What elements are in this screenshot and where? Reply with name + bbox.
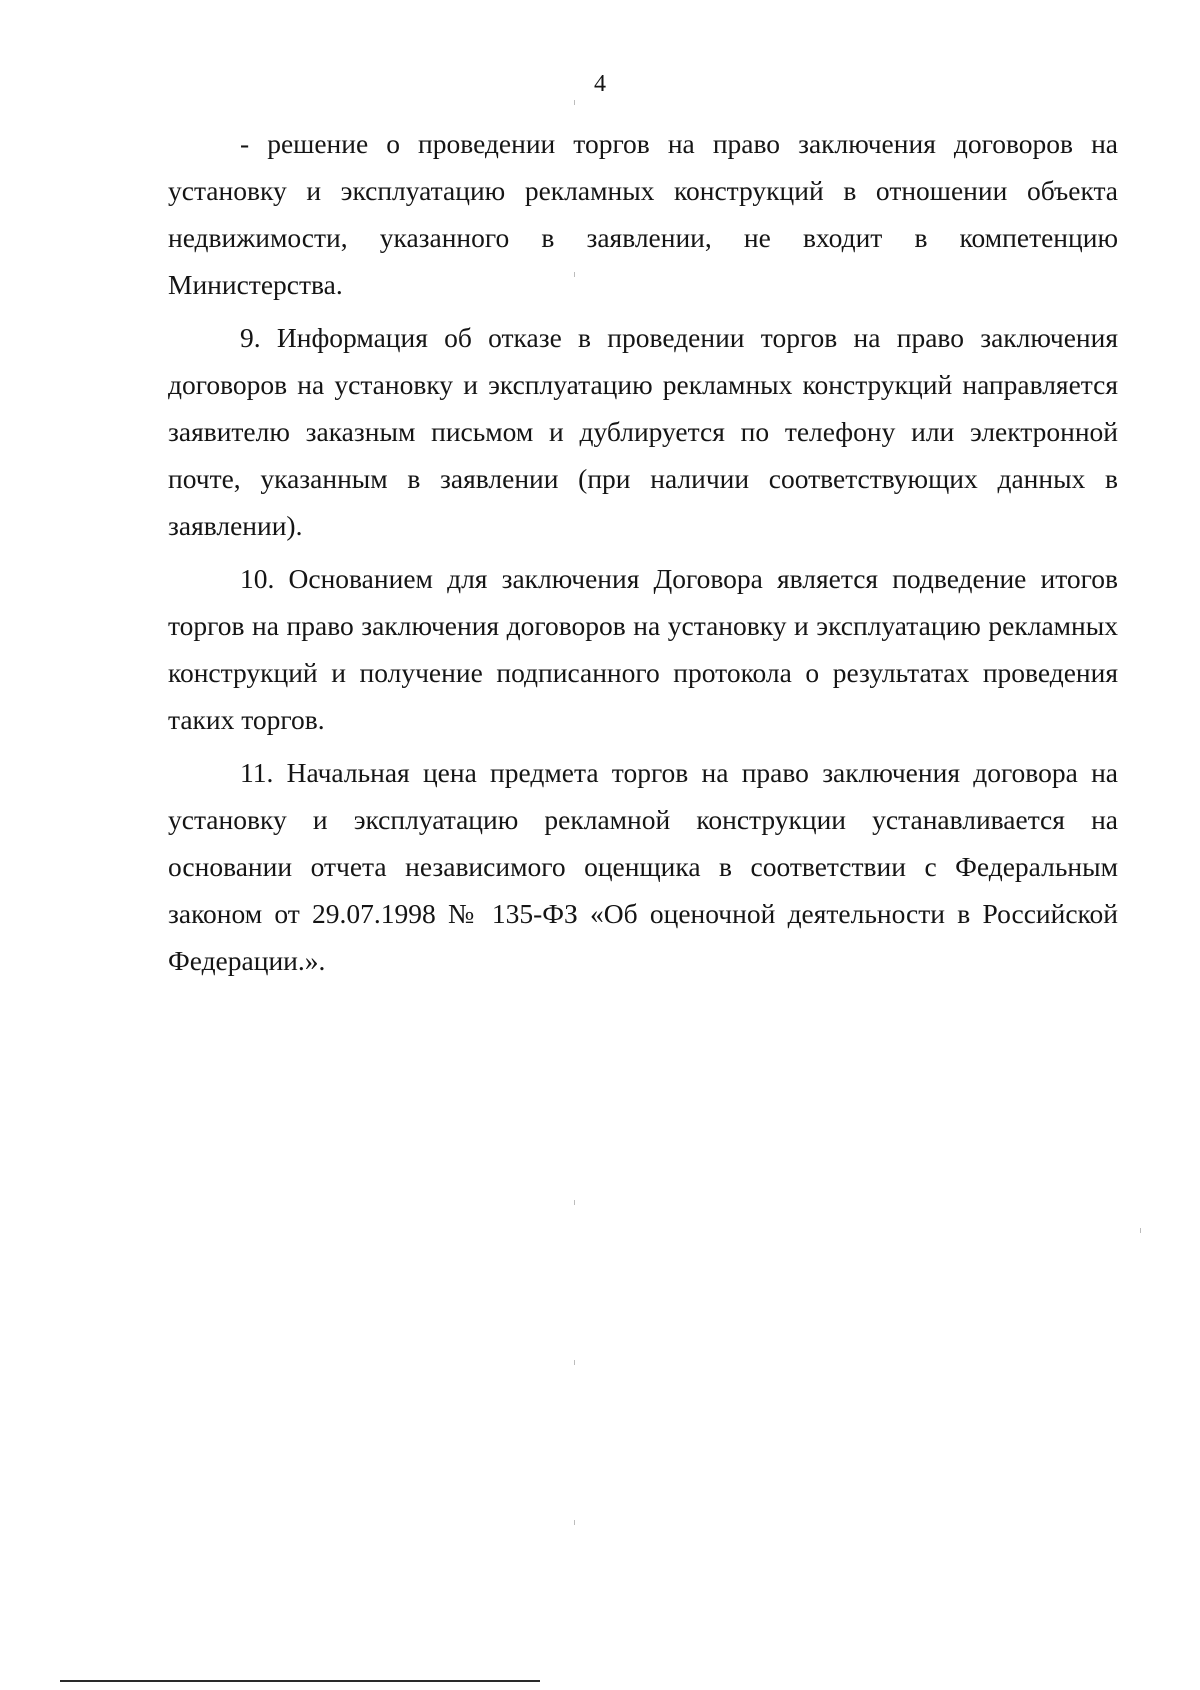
scan-speck bbox=[1140, 1228, 1141, 1233]
paragraph-11: 11. Начальная цена предмета торгов на право заключения договора на установку и эксплуатацию рекламной конструкции устанавливается на основании отчета независимого оценщика в соответствии с Федеральным законом от 29.07.1998 № 135-ФЗ «Об оценочной деятельности в Российской Федерации.». bbox=[168, 757, 1118, 976]
paragraph-item-decision: - решение о проведении торгов на право заключения договоров на установку и эксплуатацию рекламных конструкций в отношении объекта недвижимости, указанного в заявлении, не входит в компетенцию Министерства. bbox=[168, 128, 1118, 300]
scan-speck bbox=[574, 1360, 575, 1365]
document-body bbox=[168, 120, 1118, 990]
page-number: 4 bbox=[594, 71, 606, 97]
bottom-rule bbox=[60, 1680, 540, 1682]
scan-speck bbox=[574, 272, 575, 277]
paragraph-10: 10. Основанием для заключения Договора является подведение итогов торгов на право заключения договоров на установку и эксплуатацию рекламных конструкций и получение подписанного протокола о результатах проведения таких торгов. bbox=[168, 563, 1118, 735]
scan-speck bbox=[574, 1520, 575, 1525]
scan-speck bbox=[574, 100, 575, 105]
paragraph-9: 9. Информация об отказе в проведении торгов на право заключения договоров на установку и эксплуатацию рекламных конструкций направляется заявителю заказным письмом и дублируется по телефону или электронной почте, указанным в заявлении (при наличии соответствующих данных в заявлении). bbox=[168, 322, 1118, 541]
scan-speck bbox=[574, 1200, 575, 1205]
